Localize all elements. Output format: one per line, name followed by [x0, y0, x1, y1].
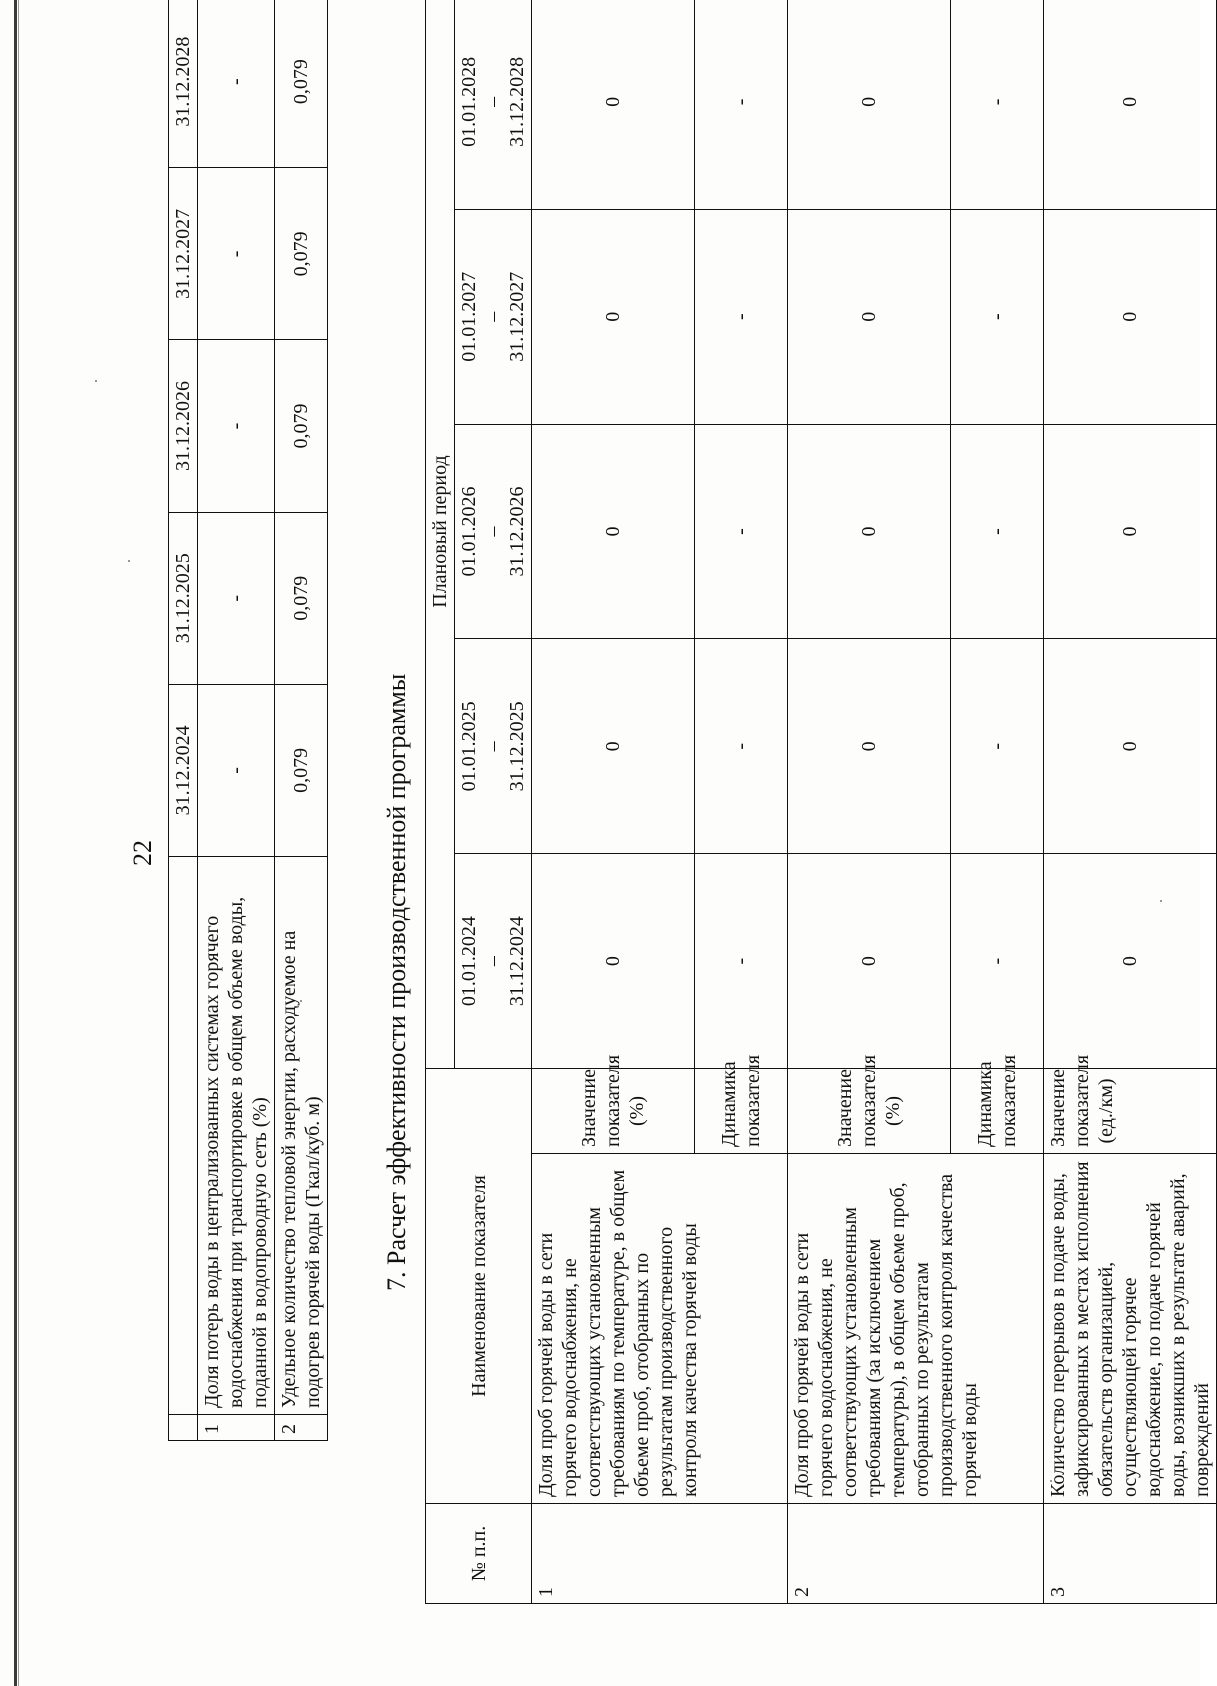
value-cell: 0	[788, 0, 951, 209]
value-cell: -	[951, 209, 1044, 424]
header-planned-period: Плановый период	[426, 0, 455, 1069]
date-header: 31.12.2024	[169, 684, 198, 856]
header-indicator-name: Наименование показателя	[426, 1069, 532, 1504]
period-to: 31.12.2025	[506, 701, 528, 792]
period-to: 31.12.2026	[506, 486, 528, 577]
value-cell: -	[695, 424, 788, 639]
value-cell: 0	[1044, 424, 1217, 639]
sub-indicator-label: Значение показателя (%)	[788, 1069, 951, 1154]
value-cell: 0	[1044, 0, 1217, 209]
period-dash: –	[482, 956, 504, 967]
value-cell: 0,079	[275, 340, 328, 512]
period-to: 31.12.2028	[506, 56, 528, 147]
indicators-table	[168, 0, 328, 1441]
value-cell: 0	[1044, 209, 1217, 424]
value-cell: -	[695, 209, 788, 424]
sub-indicator-label: Динамика показателя	[951, 1069, 1044, 1154]
indicator-name: Доля проб горячей воды в сети горячего водоснабжения, не соответствующих установленным требованиям по температуре, в общем объеме проб, отобранных по результатам производственного контроля качества горячей воды	[532, 1154, 788, 1504]
value-cell: -	[951, 424, 1044, 639]
page-number: 22	[128, 840, 157, 866]
value-cell: -	[695, 639, 788, 854]
period-from: 01.01.2024	[458, 916, 480, 1007]
period-to: 31.12.2027	[506, 271, 528, 362]
value-cell: 0,079	[275, 512, 328, 684]
period-dash: –	[482, 96, 504, 107]
value-cell: -	[695, 0, 788, 209]
period-header	[455, 424, 532, 639]
table-row	[1044, 0, 1217, 1604]
indicator-name: Количество перерывов в подаче воды, зафиксированных в местах исполнения обязательств организацией, осуществляющей горячее водоснабжение, по подаче горячей воды, возникших в результате аварий, повреждений	[1044, 1154, 1217, 1504]
efficiency-table	[425, 0, 1217, 1604]
table-header-row	[426, 0, 455, 1604]
sub-indicator-label: Динамика показателя	[695, 1069, 788, 1154]
period-to: 31.12.2024	[506, 916, 528, 1007]
date-header: 31.12.2027	[169, 168, 198, 340]
value-cell: 0	[788, 639, 951, 854]
period-header	[455, 0, 532, 209]
value-cell: 0,079	[275, 168, 328, 340]
sub-indicator-label: Значение показателя (%)	[532, 1069, 695, 1154]
row-number: 1	[532, 1504, 788, 1604]
period-from: 01.01.2025	[458, 701, 480, 792]
table-row	[788, 0, 951, 1604]
table-row	[532, 0, 695, 1604]
value-cell: 0	[532, 424, 695, 639]
table-header-row	[169, 0, 198, 1441]
indicator-name: Доля проб горячей воды в сети горячего водоснабжения, не соответствующих установленным требованиям (за исключением температуры), в общем объеме проб, отобранных по результатам производственного контроля качества горячей воды	[788, 1154, 1044, 1504]
date-header: 31.12.2026	[169, 340, 198, 512]
header-cell-empty	[169, 857, 198, 1415]
value-cell: 0	[1044, 639, 1217, 854]
table-row	[275, 0, 328, 1441]
date-header: 31.12.2028	[169, 0, 198, 168]
value-cell: 0,079	[275, 0, 328, 168]
value-cell: 0	[788, 424, 951, 639]
value-cell: 0	[788, 209, 951, 424]
sub-indicator-label: Значение показателя (ед./км)	[1044, 1069, 1217, 1154]
value-cell: 0	[788, 854, 951, 1069]
value-cell: -	[951, 639, 1044, 854]
header-cell-empty	[169, 1415, 198, 1441]
date-header: 31.12.2025	[169, 512, 198, 684]
value-cell: -	[951, 854, 1044, 1069]
value-cell: -	[198, 0, 275, 168]
period-from: 01.01.2028	[458, 56, 480, 147]
value-cell: 0	[1044, 854, 1217, 1069]
indicator-name: Удельное количество тепловой энергии, расходуемое на подогрев горячей воды (Гкал/куб. м)	[275, 857, 328, 1415]
value-cell: -	[198, 684, 275, 856]
period-dash: –	[482, 526, 504, 537]
row-number: 2	[788, 1504, 1044, 1604]
row-number: 3	[1044, 1504, 1217, 1604]
value-cell: 0	[532, 854, 695, 1069]
value-cell: -	[951, 0, 1044, 209]
period-header	[455, 209, 532, 424]
table-row	[198, 0, 275, 1441]
row-number: 2	[275, 1415, 328, 1441]
indicator-name: Доля потерь воды в централизованных системах горячего водоснабжения при транспортировке в общем объеме воды, поданной в водопроводную сеть (%)	[198, 857, 275, 1415]
header-number: № п.п.	[426, 1504, 532, 1604]
period-from: 01.01.2027	[458, 271, 480, 362]
value-cell: 0	[532, 639, 695, 854]
value-cell: 0,079	[275, 684, 328, 856]
period-dash: –	[482, 741, 504, 752]
section-heading: 7. Расчет эффективности производственной программы	[382, 673, 411, 1291]
value-cell: 0	[532, 0, 695, 209]
value-cell: -	[198, 512, 275, 684]
value-cell: -	[198, 340, 275, 512]
row-number: 1	[198, 1415, 275, 1441]
value-cell: -	[695, 854, 788, 1069]
period-header	[455, 854, 532, 1069]
period-from: 01.01.2026	[458, 486, 480, 577]
period-header	[455, 639, 532, 854]
period-dash: –	[482, 311, 504, 322]
value-cell: -	[198, 168, 275, 340]
value-cell: 0	[532, 209, 695, 424]
